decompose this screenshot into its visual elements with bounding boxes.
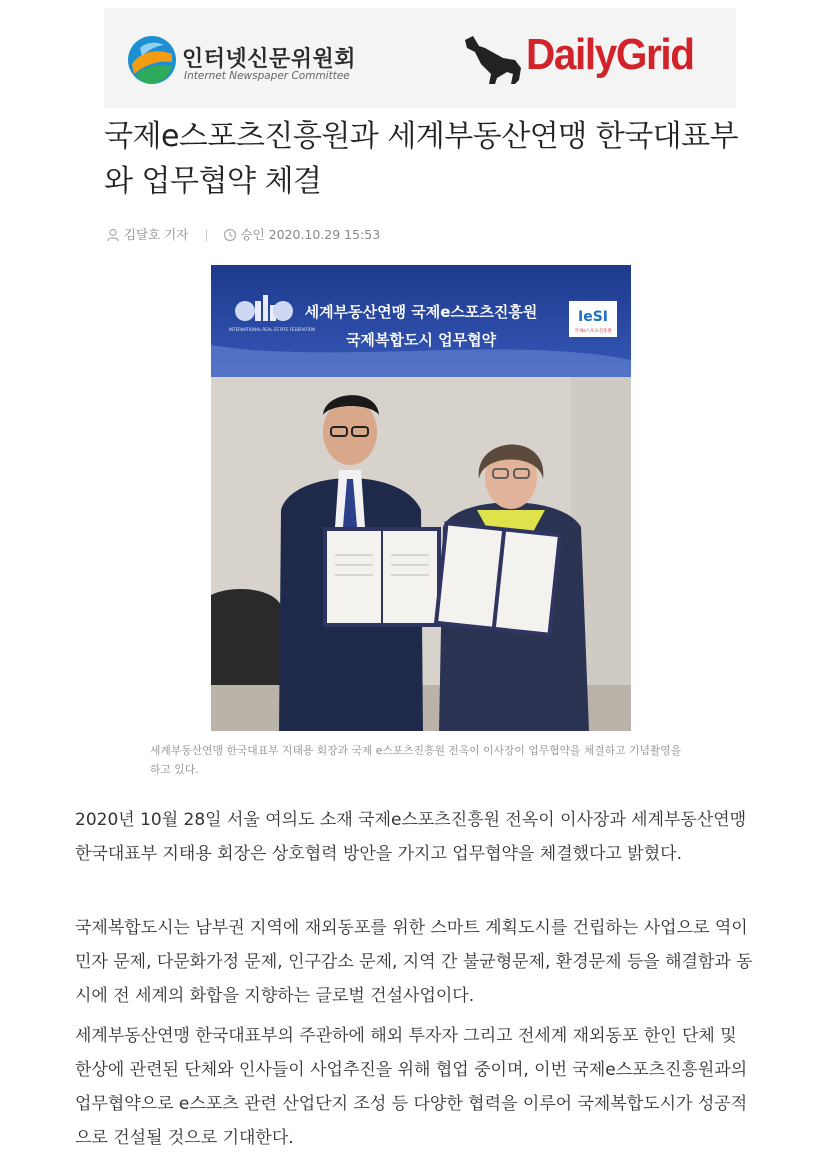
committee-name: 인터넷신문위원회 [182,47,357,72]
article-photo [211,265,631,731]
publish-date: 승인 2020.10.29 15:53 [240,227,381,242]
author-name[interactable]: 김달호 기자 [123,227,189,242]
article-paragraph-2: 국제복합도시는 남부권 지역에 재외동포를 위한 스마트 계획도시를 건립하는 사업으로 역이민자 문제, 다문화가정 문제, 인구감소 문제, 지역 간 불균형문제, 환경문제 등을 해결함과 동시에 전 세계의 화합을 지향하는 글로벌 건설사업이다. [75,918,753,1006]
article-paragraph-1: 2020년 10월 28일 서울 여의도 소재 국제e스포츠진흥원 전옥이 이사장과 세계부동산연맹 한국대표부 지태용 회장은 상호협력 방안을 가지고 업무협약을 체결했다고 밝혔다. [75,810,747,864]
photo-illustration [211,265,631,731]
photo-caption: 세계부동산연맹 한국대표부 지태용 회장과 국제 e스포츠진흥원 전옥이 이사장이 업무협약을 체결하고 기념촬영을 하고 있다. [150,744,682,776]
meta-divider: | [204,226,209,242]
fiabci-subtitle: INTERNATIONAL REAL ESTATE FEDERATION [229,327,315,332]
outlet-logo-text[interactable]: DailyGrid [526,30,694,79]
iesi-logo-text: IeSI [578,309,608,325]
banner-line-1: 세계부동산연맹 국제e스포츠진흥원 [304,303,538,321]
iesi-logo-sub: 국제e스포츠진흥원 [574,329,612,334]
person-icon [106,226,120,242]
clock-icon [223,226,237,242]
committee-logo-icon [126,34,178,86]
committee-subtitle: Internet Newspaper Committee [184,70,350,82]
dog-logo-icon [463,34,523,86]
article-paragraph-3: 세계부동산연맹 한국대표부의 주관하에 해외 투자자 그리고 전세계 재외동포 한인 단체 및 한상에 관련된 단체와 인사들이 사업추진을 위해 협업 중이며, 이번 국제e스포츠진흥원과의 업무협약으로 e스포츠 관련 산업단지 조성 등 다양한 협력을 이루어 국제복합도시가 성공적으로 건설될 것으로 기대한다. [75,1026,748,1148]
article-headline: 국제e스포츠진흥원과 세계부동산연맹 한국대표부와 업무협약 체결 [104,119,739,199]
banner-line-2: 국제복합도시 업무협약 [345,331,497,349]
article-meta [106,225,380,243]
